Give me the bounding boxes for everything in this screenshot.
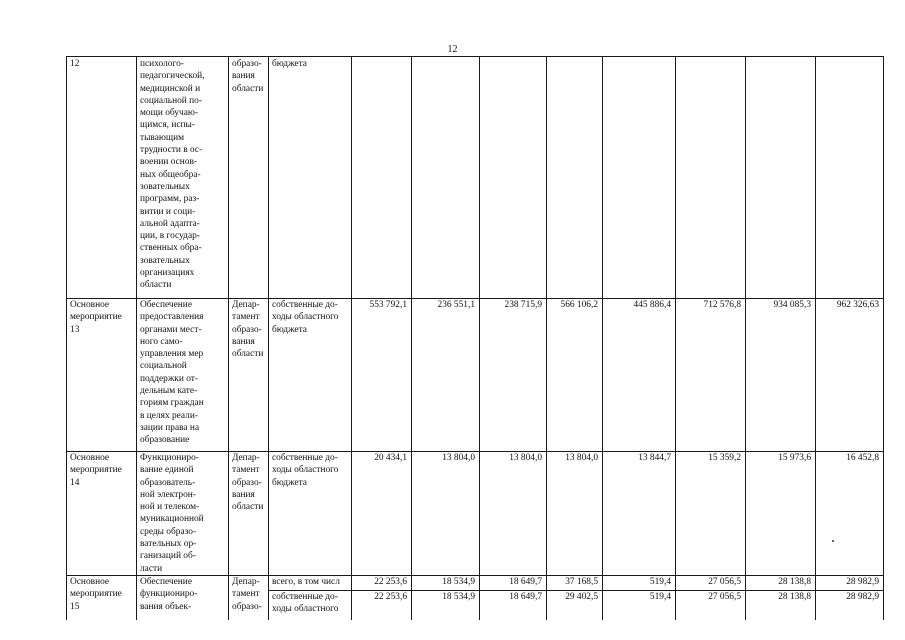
budget-value: 712 576,8 bbox=[703, 300, 741, 310]
budget-value: 18 649,7 bbox=[509, 592, 542, 602]
budget-value: 238 715,9 bbox=[504, 300, 542, 310]
measure-name: Обеспечение функциониро- вания объек- bbox=[140, 577, 198, 612]
budget-value: 519,4 bbox=[649, 577, 671, 587]
budget-value: 445 886,4 bbox=[633, 300, 671, 310]
budget-value bbox=[480, 58, 546, 298]
budget-value: 20 434,1 bbox=[374, 453, 407, 463]
budget-value: 934 085,3 bbox=[773, 300, 811, 310]
budget-value: 27 056,5 bbox=[708, 577, 741, 587]
funding-source: бюджета bbox=[272, 59, 307, 69]
funding-source: собственные до- ходы областного бюджета bbox=[272, 453, 339, 488]
page-number: 12 bbox=[447, 44, 458, 55]
row-id: 12 bbox=[70, 59, 80, 69]
budget-value bbox=[746, 58, 815, 298]
budget-value: 28 982,9 bbox=[846, 577, 879, 587]
executor: Депар- тамент образо- вания области bbox=[232, 300, 264, 360]
budget-value: 27 056,5 bbox=[708, 592, 741, 602]
budget-value: 28 982,9 bbox=[846, 592, 879, 602]
budget-value: 28 138,8 bbox=[778, 577, 811, 587]
budget-value: 37 168,5 bbox=[565, 577, 598, 587]
executor: Депар- тамент образо- bbox=[232, 577, 262, 612]
table-border-right bbox=[883, 56, 884, 620]
budget-value bbox=[816, 58, 883, 298]
executor: образо- вания области bbox=[232, 59, 264, 94]
budget-value: 13 804,0 bbox=[509, 453, 542, 463]
table-border-top bbox=[66, 56, 883, 57]
budget-value bbox=[547, 58, 602, 298]
budget-value: 553 792,1 bbox=[369, 300, 407, 310]
budget-value: 13 844,7 bbox=[638, 453, 671, 463]
measure-name: Обеспечение предоставления органами мест- ного само- управления мер социальной поддержки от- дельным кате- гориям граждан в целях реали- зации права на образование bbox=[140, 300, 204, 446]
funding-source: собственные до- ходы областного бюджета bbox=[272, 300, 339, 335]
executor: Депар- тамент образо- вания области bbox=[232, 453, 264, 513]
budget-value: 15 973,6 bbox=[778, 453, 811, 463]
budget-value bbox=[352, 58, 411, 298]
budget-value: 18 534,9 bbox=[442, 592, 475, 602]
budget-value: 18 649,7 bbox=[509, 577, 542, 587]
budget-value: 22 253,6 bbox=[374, 577, 407, 587]
budget-value: 962 326,63 bbox=[836, 300, 879, 310]
budget-value: 15 359,2 bbox=[708, 453, 741, 463]
funding-source: собственные до- ходы областного bbox=[272, 592, 339, 615]
row-id: Основное мероприятие 15 bbox=[70, 577, 122, 612]
budget-value: 16 452,8 bbox=[846, 453, 879, 463]
funding-source: всего, в том числ bbox=[272, 577, 340, 587]
scan-speck bbox=[832, 540, 834, 542]
budget-value: 29 402,5 bbox=[565, 592, 598, 602]
row-id: Основное мероприятие 13 bbox=[70, 300, 122, 335]
measure-name: Функциониро- вание единой образователь- ной электрон- ной и телеком- муникационной среды образо- вательных ор- ганизаций об- ласти bbox=[140, 453, 204, 574]
budget-value: 236 551,1 bbox=[437, 300, 475, 310]
budget-value: 13 804,0 bbox=[565, 453, 598, 463]
budget-value bbox=[603, 58, 675, 298]
budget-value: 519,4 bbox=[649, 592, 671, 602]
budget-value bbox=[676, 58, 745, 298]
budget-value: 18 534,9 bbox=[442, 577, 475, 587]
measure-name: психолого- педагогической, медицинской и социальной по- мощи обучаю- щимся, испы- тывающим трудности в ос- воении основ- ных общеобра- зовательных программ, раз- витии и соци- альной адапта- ции, в государ- ственных обра- зовательных организациях области bbox=[140, 59, 205, 291]
budget-value bbox=[412, 58, 479, 298]
budget-value: 28 138,8 bbox=[778, 592, 811, 602]
budget-value: 22 253,6 bbox=[374, 592, 407, 602]
budget-value: 13 804,0 bbox=[442, 453, 475, 463]
budget-value: 566 106,2 bbox=[560, 300, 598, 310]
row-id: Основное мероприятие 14 bbox=[70, 453, 122, 488]
